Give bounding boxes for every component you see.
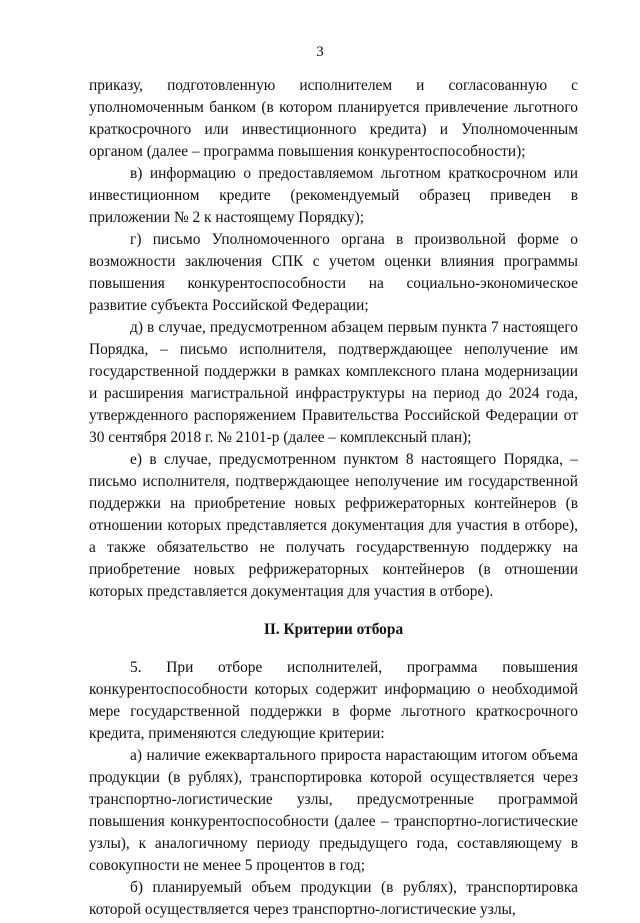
paragraph-item-b: б) планируемый объем продукции (в рублях), транспортировка которой осуществляется через транспортно-логистические узлы, <box>89 879 578 918</box>
paragraph-item-g: г) письмо Уполномоченного органа в произвольной форме о возможности заключения СПК с учетом оценки влияния программы повышения конкурентоспособности на социально-экономическое развитие субъекта Российской Федерации; <box>89 231 578 314</box>
paragraph-continuation: приказу, подготовленную исполнителем и согласованную с уполномоченным банком (в котором планируется привлечение льготного краткосрочного или инвестиционного кредита) и Уполномоченным органом (далее – программа повышения конкурентоспособности); <box>89 77 578 160</box>
page-number: 3 <box>316 44 324 60</box>
paragraph-item-v: в) информацию о предоставляемом льготном краткосрочном или инвестиционном кредите (рекомендуемый образец приведен в приложении № 2 к настоящему Порядку); <box>89 165 578 226</box>
document-body <box>89 75 578 921</box>
section-heading: II. Критерии отбора <box>263 621 404 638</box>
paragraph-item-e: е) в случае, предусмотренном пунктом 8 настоящего Порядка, – письмо исполнителя, подтверждающее неполучение им государственной поддержки на приобретение новых рефрижераторных контейнеров (в отношении которых представляется документация для участия в отборе), а также обязательство не получать государственную поддержку на приобретение новых рефрижераторных контейнеров (в отношении которых представляется документация для участия в отборе). <box>89 451 578 600</box>
paragraph-item-a: а) наличие ежеквартального прироста нарастающим итогом объема продукции (в рублях), транспортировка которой осуществляется через транспортно-логистические узлы, предусмотренные программой повышения конкурентоспособности (далее – транспортно-логистические узлы), к аналогичному периоду предыдущего года, составляющему в совокупности не менее 5 процентов в год; <box>89 747 578 874</box>
paragraph-clause-5: 5. При отборе исполнителей, программа повышения конкурентоспособности которых содержит информацию о необходимой мере государственной поддержки в форме льготного краткосрочного кредита, применяются следующие критерии: <box>89 659 578 742</box>
paragraph-item-d: д) в случае, предусмотренном абзацем первым пункта 7 настоящего Порядка, – письмо исполнителя, подтверждающее неполучение им государственной поддержки в рамках комплексного плана модернизации и расширения магистральной инфраструктуры на период до 2024 года, утвержденного распоряжением Правительства Российской Федерации от 30 сентября 2018 г. № 2101-р (далее – комплексный план); <box>89 319 578 446</box>
